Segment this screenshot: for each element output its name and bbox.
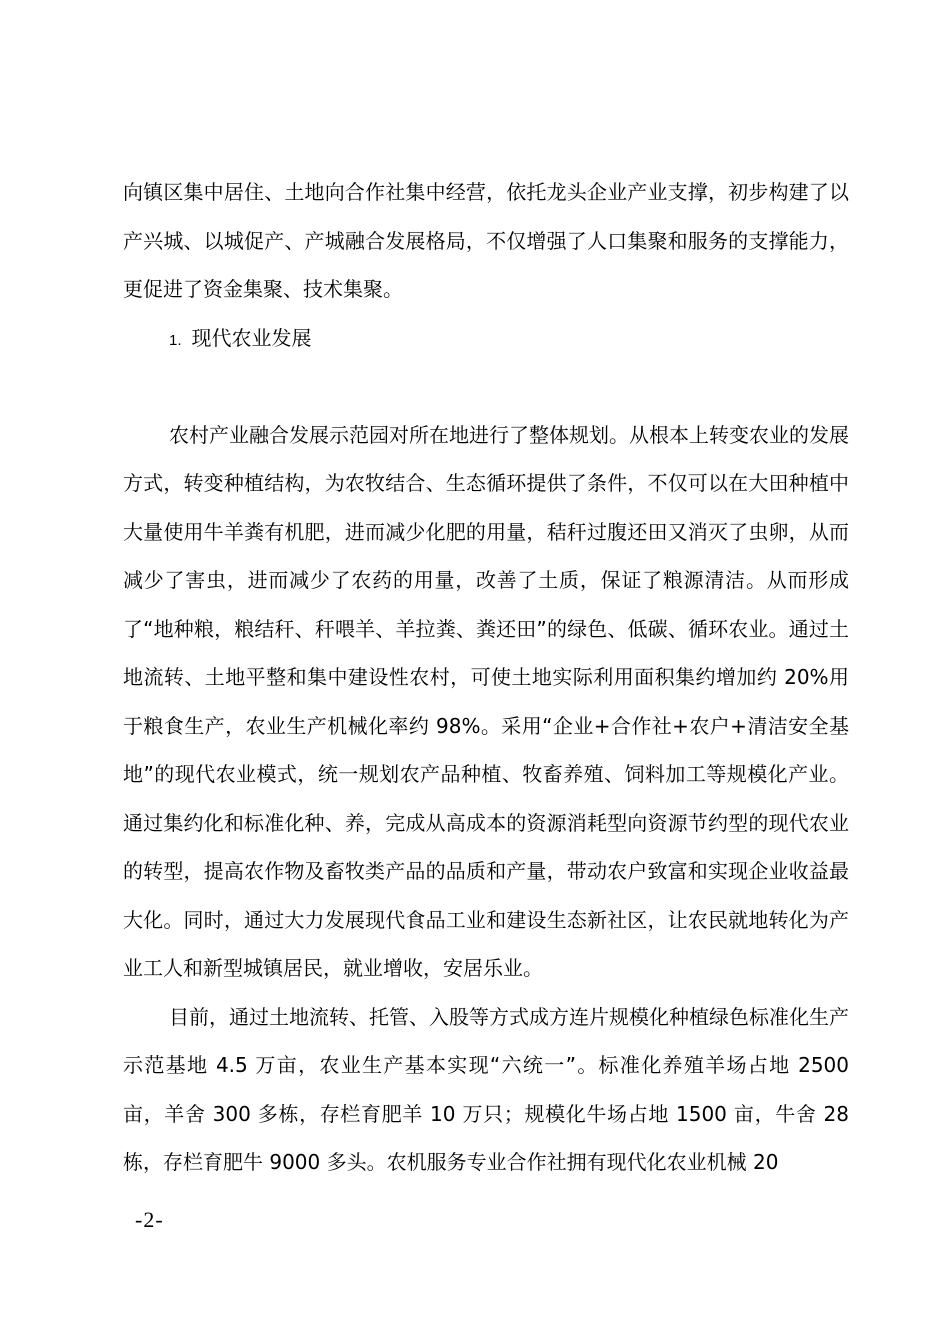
section-heading-number: 1. xyxy=(169,331,182,349)
paragraph-continuation: 向镇区集中居住、土地向合作社集中经营，依托龙头企业产业支撑，初步构建了以产兴城、以城促产、产城融合发展格局，不仅增强了人口集聚和服务的支撑能力，更促进了资金集聚、技术集聚。 xyxy=(123,180,849,301)
paragraph-modern-agriculture: 农村产业融合发展示范园对所在地进行了整体规划。从根本上转变农业的发展方式，转变种植结构，为农牧结合、生态循环提供了条件，不仅可以在大田种植中大量使用牛羊粪有机肥，进而减少化肥的用量，秸秆过腹还田又消灭了虫卵，从而减少了害虫，进而减少了农药的用量，改善了土质，保证了粮源清洁。从而形成了“地种粮，粮结秆、秆喂羊、羊拉粪、粪还田”的绿色、低碳、循环农业。通过土地流转、土地平整和集中建设性农村，可使土地实际利用面积集约增加约 20%用于粮食生产，农业生产机械化率约 98%。采用“企业+合作社+农户+清洁安全基地”的现代农业模式，统一规划农产品种植、牧畜养殖、饲料加工等规模化产业。通过集约化和标准化种、养，完成从高成本的资源消耗型向资源节约型的现代农业的转型，提高农作物及畜牧类产品的品质和产量，带动农户致富和实现企业收益最大化。同时，通过大力发展现代食品工业和建设生态新社区，让农民就地转化为产业工人和新型城镇居民，就业增收，安居乐业。 xyxy=(123,422,849,980)
document-body xyxy=(123,168,849,1187)
section-heading xyxy=(123,314,849,363)
section-heading-title: 现代农业发展 xyxy=(191,325,312,350)
page-number: -2- xyxy=(135,1207,164,1232)
paragraph-current-status: 目前，通过土地流转、托管、入股等方式成方连片规模化种植绿色标准化生产示范基地 4.5 万亩，农业生产基本实现“六统一”。标准化养殖羊场占地 2500 亩，羊舍 300 多栋，存栏育肥羊 10 万只；规模化牛场占地 1500 亩，牛舍 28 栋，存栏育肥牛 9000 多头。农机服务专业合作社拥有现代化农业机械 20 xyxy=(123,1004,849,1174)
blank-line xyxy=(123,362,849,411)
